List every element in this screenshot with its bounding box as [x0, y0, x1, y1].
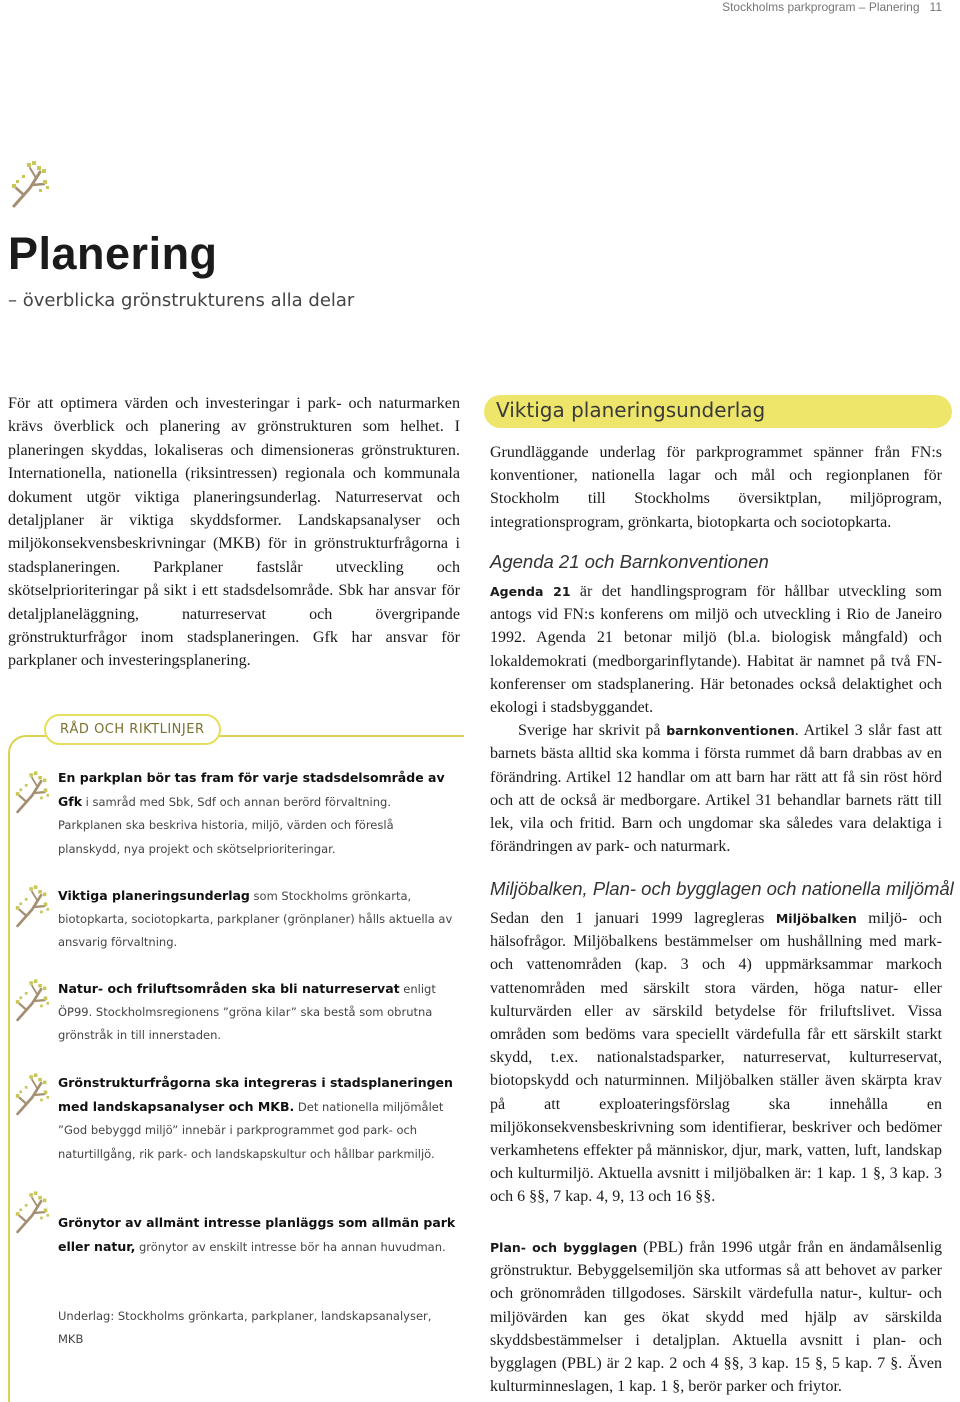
guideline-item-bold: Viktiga planeringsunderlag	[58, 888, 250, 903]
paragraph-text: är det handlingsprogram för hållbar utveckling som antogs vid FN:s konferens om miljö och utveckling i Rio de Janeiro 1992. Agenda 21 betonar miljö (bl.a. biologisk mångfald) och lokaldemokrati (medborgarinflytande). Habitat är namnet på två FN-konferenser om stadsplanering. Här betonades också delaktighet och ekologi i stadsbyggandet.	[490, 583, 942, 717]
guideline-item-text: som Stockholms grönkarta, biotopkarta, sociotopkarta, parkplaner (grönplaner) hålls aktuella av ansvarig förvaltning.	[58, 889, 453, 950]
guideline-item-bold: En parkplan bör tas fram för varje stadsdelsområde av Gfk	[58, 770, 445, 810]
bold-term: Agenda 21	[490, 584, 571, 599]
guideline-item-text: grönytor av enskilt intresse bör ha annan huvudman.	[135, 1240, 446, 1255]
paragraph-text: miljö- och hälsofrågor. Miljöbalkens bestämmelser om hushållning med mark- och vattenområden (kap. 3 och 4) uppmärksammar markoch vattenområden med särskilt stora värden, höga natur- eller kulturvärden eller av särskild betydelse för friluftslivet. Vissa områden som bedöms vara speciellt värdefulla får ett särskilt starkt skydd, t.ex. nationalstadsparker, naturreservat, kulturreservat, biotopskydd och naturminnen. Miljöbalken ställer även skärpta krav på att exploateringsförslag ska innehålla en miljökonsekvensbeskrivning som identifierar, beskriver och bedömer verkamhetens effekter på människor, djur, mark, vatten, luft, landskap och kulturmiljö. Aktuella avsnitt i miljöbalken är: 1 kap. 1 §, 3 kap. 3 och 6 §§, 7 kap. 4, 9, 13 och 16 §§.	[490, 910, 942, 1206]
section-heading: Viktiga planeringsunderlag	[496, 398, 766, 422]
running-header	[722, 0, 942, 14]
bold-term: Miljöbalken	[775, 911, 857, 926]
guideline-item	[58, 766, 458, 861]
paragraph-text: . Artikel 3 slår fast att barnets bästa alltid ska komma i första rummet då barn drabbas av en förändring. Artikel 12 handlar om att barn har rätt att få sin röst hörd och att de också är medborgare. Artikel 31 behandlar barnets rätt till lek, vila och fritid. Barn och ungdomar ska således vara delaktiga i förändringen av park- och naturmark.	[490, 722, 942, 856]
guideline-item-bold: Grönstrukturfrågorna ska integreras i stadsplaneringen med landskapsanalyser och MKB.	[58, 1075, 453, 1115]
intro-paragraph: För att optimera värden och investeringar i park- och naturmarken krävs överblick och planering av grönstrukturen som helhet. I planeringen skyddas, lokaliseras och dimensioneras grönstrukturen. Internationella, nationella (riksintressen) regionala och kommunala dokument utgör viktiga planeringsunderlag. Naturreservat och detaljplaner är viktiga skyddsformer. Landskapsanalyser och miljökonsekvensbeskrivningar (MKB) för in grönstrukturfrågorna i stadsplaneringen. Parkplaner fastslår utveckling och skötselprioriteringar på sikt i ett stadsdelsområde. Sbk har ansvar för detaljplaneläggning, naturreservat och övergripande grönstrukturfrågor inom stadsplaneringen. Gfk har ansvar för parkplaner och investeringsplanering.	[8, 395, 460, 670]
subheading-agenda21: Agenda 21 och Barnkonventionen	[490, 551, 769, 572]
guideline-item-text: enligt ÖP99. Stockholmsregionens ”gröna kilar” ska bestå som obrutna grönstråk in till innerstaden.	[58, 982, 436, 1043]
bold-term: Plan- och bygglagen	[490, 1240, 638, 1255]
tree-branch-icon	[14, 884, 50, 930]
page-subtitle: – överblicka grönstrukturens alla delar	[8, 290, 355, 311]
right-paragraph-4	[490, 907, 942, 1209]
guideline-item-text: i samråd med Sbk, Sdf och annan berörd förvaltning. Parkplanen ska beskriva historia, miljö, värden och föreslå planskydd, nya projekt och skötselprioriteringar.	[58, 795, 394, 856]
guideline-item-bold: Natur- och friluftsområden ska bli naturreservat	[58, 981, 400, 996]
paragraph-text: Sverige har skrivit på	[518, 722, 667, 740]
guidelines-sources: Underlag: Stockholms grönkarta, parkplaner, landskapsanalyser, MKB	[58, 1309, 432, 1346]
tree-branch-icon	[14, 978, 50, 1024]
bold-term: barnkonventionen	[666, 723, 795, 739]
guideline-item	[58, 1211, 458, 1259]
tree-branch-icon	[14, 1190, 50, 1236]
paragraph-text: Sedan den 1 januari 1999 lagregleras	[490, 910, 776, 927]
header-section: Stockholms parkprogram – Planering	[722, 0, 920, 14]
tree-branch-icon	[10, 160, 50, 210]
guideline-item	[58, 977, 458, 1048]
page-title: Planering	[8, 228, 218, 279]
guideline-item-bold: Grönytor av allmänt intresse planläggs som allmän park eller natur,	[58, 1215, 456, 1255]
tree-branch-icon	[14, 1072, 50, 1118]
guideline-item	[58, 884, 458, 955]
page-number: 11	[929, 0, 942, 14]
right-paragraph-5	[490, 1236, 942, 1398]
guideline-item	[58, 1071, 458, 1166]
right-paragraph-2	[490, 580, 942, 858]
paragraph-text: (PBL) från 1996 utgår från en ändamålsenlig grönstruktur. Bebyggelsemiljön ska utformas så att behovet av parker och grönområden tillgodoses. Särskilt värdefulla natur-, kultur- och miljövärden kan ges ökat skydd med hjälp av särskilda skyddsbestämmelser i detaljplan. Aktuella avsnitt i plan- och bygglagen (PBL) är 2 kap. 2 och 4 §§, 3 kap. 15 §, 5 kap. 7 §. Även kulturminneslagen, 1 kap. 1 §, berör parker och friytor.	[490, 1239, 943, 1396]
right-paragraph-1: Grundläggande underlag för parkprogrammet spänner från FN:s konventioner, nationella lagar och mål och regionplanen för Stockholm till Stockholms översiktplan, miljöprogram, integrationsprogram, grönkarta, biotopkarta och sociotopkarta.	[490, 444, 942, 531]
guideline-item-text: Det nationella miljömålet ”God bebyggd miljö” innebär i parkprogrammet god park- och naturtillgång, rik park- och landskapskultur och hållbar parkmiljö.	[58, 1100, 444, 1161]
guidelines-box-label: RÅD OCH RIKTLINJER	[44, 714, 221, 745]
subheading-miljobalken: Miljöbalken, Plan- och bygglagen och nationella miljömål	[490, 878, 954, 899]
section-heading-pill	[484, 395, 952, 428]
tree-branch-icon	[14, 770, 50, 816]
